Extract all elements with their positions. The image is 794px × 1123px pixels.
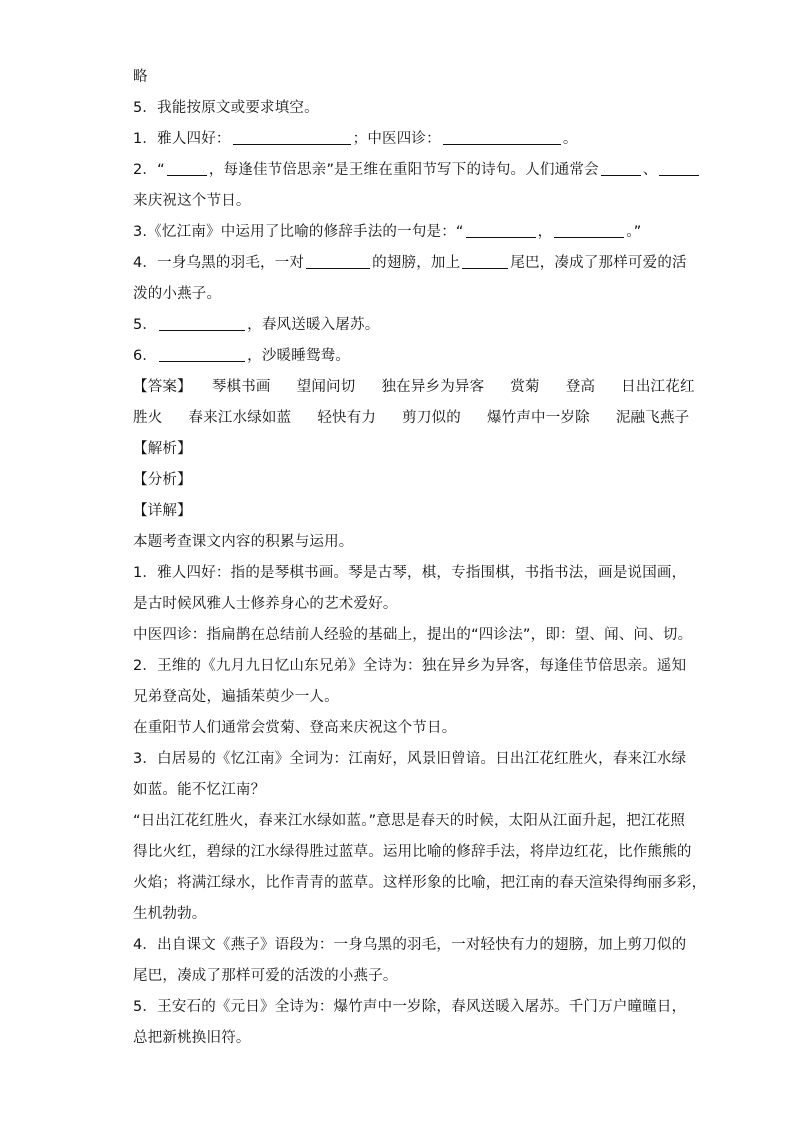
explanation-line: 本题考查课文内容的积累与运用。 (133, 534, 354, 550)
answer-item: 泥融飞燕子 (615, 410, 690, 426)
answer-label: 【答案】 (133, 379, 192, 395)
answer-item: 爆竹声中一岁除 (486, 410, 590, 426)
blank[interactable] (159, 345, 245, 362)
answer-item: 望闻问切 (296, 379, 356, 395)
question-2: 2．“ ，每逢佳节倍思亲”是王维在重阳节写下的诗句。人们通常会 、 (133, 155, 668, 186)
blank[interactable] (306, 252, 370, 269)
explanation-line: 在重阳节人们通常会赏菊、登高来庆祝这个节日。 (133, 720, 457, 736)
blank[interactable] (601, 159, 641, 176)
question-4-continued: 泼的小燕子。 (133, 286, 222, 302)
explanation-line: “日出江花红胜火，春来江水绿如蓝。”意思是春天的时候，太阳从江面升起，把江花照 (133, 813, 686, 829)
blank[interactable] (167, 159, 207, 176)
blank[interactable] (466, 221, 536, 238)
document-page (133, 62, 707, 1054)
question-5-title: 5．我能按原文或要求填空。 (133, 100, 319, 116)
explanation-line: 3．白居易的《忆江南》全词为：江南好，风景旧曾谙。日出江花红胜火，春来江水绿 (133, 751, 687, 767)
answer-item: 剪刀似的 (402, 410, 461, 426)
explanation-line: 得比火红，碧绿的江水绿得胜过蓝草。运用比喻的修辞手法，将岸边红花，比作熊熊的 (133, 844, 692, 860)
explanation-line: 中医四诊：指扁鹊在总结前人经验的基础上，提出的“四诊法”，即：望、闻、问、切。 (133, 627, 693, 643)
question-4: 4．一身乌黑的羽毛，一对 的翅膀，加上 尾巴，凑成了那样可爱的活 (133, 248, 668, 279)
section-detail-heading: 【详解】 (133, 503, 192, 519)
explanation-line: 火焰；将满江绿水，比作青青的蓝草。这样形象的比喻，把江南的春天渲染得绚丽多彩， (133, 875, 707, 891)
blank[interactable] (159, 314, 245, 331)
blank[interactable] (554, 221, 624, 238)
explanation-line: 生机勃勃。 (133, 906, 207, 922)
question-3: 3.《忆江南》中运用了比喻的修辞手法的一句是：“ ， 。” (133, 217, 668, 248)
top-label: 略 (133, 69, 148, 85)
answer-item: 日出江花红 (621, 379, 695, 395)
answer-item: 春来江水绿如蓝 (188, 410, 292, 426)
answer-item: 登高 (565, 379, 596, 395)
answer-item: 琴棋书画 (211, 379, 271, 395)
answer-item: 胜火 (133, 410, 163, 426)
explanation-line: 总把新桃换旧符。 (133, 1030, 251, 1046)
answer-line-2 (133, 403, 690, 434)
explanation-line: 兄弟登高处，遍插茱萸少一人。 (133, 689, 339, 705)
explanation-line: 4．出自课文《燕子》语段为：一身乌黑的羽毛，一对轻快有力的翅膀，加上剪刀似的 (133, 937, 687, 953)
explanation-line: 尾巴，凑成了那样可爱的活泼的小燕子。 (133, 968, 398, 984)
blank[interactable] (462, 252, 508, 269)
section-analysis-heading: 【解析】 (133, 441, 192, 457)
blank[interactable] (443, 128, 561, 145)
explanation-line: 2．王维的《九月九日忆山东兄弟》全诗为：独在异乡为异客，每逢佳节倍思亲。遥知 (133, 658, 687, 674)
answer-item: 赏菊 (510, 379, 540, 395)
question-5: 5． ，春风送暖入屠苏。 (133, 310, 668, 341)
answer-item: 独在异乡为异客 (381, 379, 485, 395)
explanation-line: 如蓝。能不忆江南？ (133, 782, 266, 798)
explanation-line: 5．王安石的《元日》全诗为：爆竹声中一岁除，春风送暖入屠苏。千门万户曈曈日， (133, 999, 687, 1015)
explanation-line: 是古时候风雅人士修养身心的艺术爱好。 (133, 596, 398, 612)
question-6: 6． ，沙暖睡鸳鸯。 (133, 341, 668, 372)
answer-item: 轻快有力 (317, 410, 377, 426)
blank[interactable] (659, 159, 699, 176)
question-1: 1．雅人四好： ；中医四诊： 。 (133, 124, 668, 155)
answer-line-1 (133, 372, 695, 403)
section-breakdown-heading: 【分析】 (133, 472, 192, 488)
blank[interactable] (233, 128, 351, 145)
explanation-line: 1．雅人四好：指的是琴棋书画。琴是古琴，棋，专指围棋，书指书法，画是说国画， (133, 565, 687, 581)
question-2-continued: 来庆祝这个节日。 (133, 193, 251, 209)
